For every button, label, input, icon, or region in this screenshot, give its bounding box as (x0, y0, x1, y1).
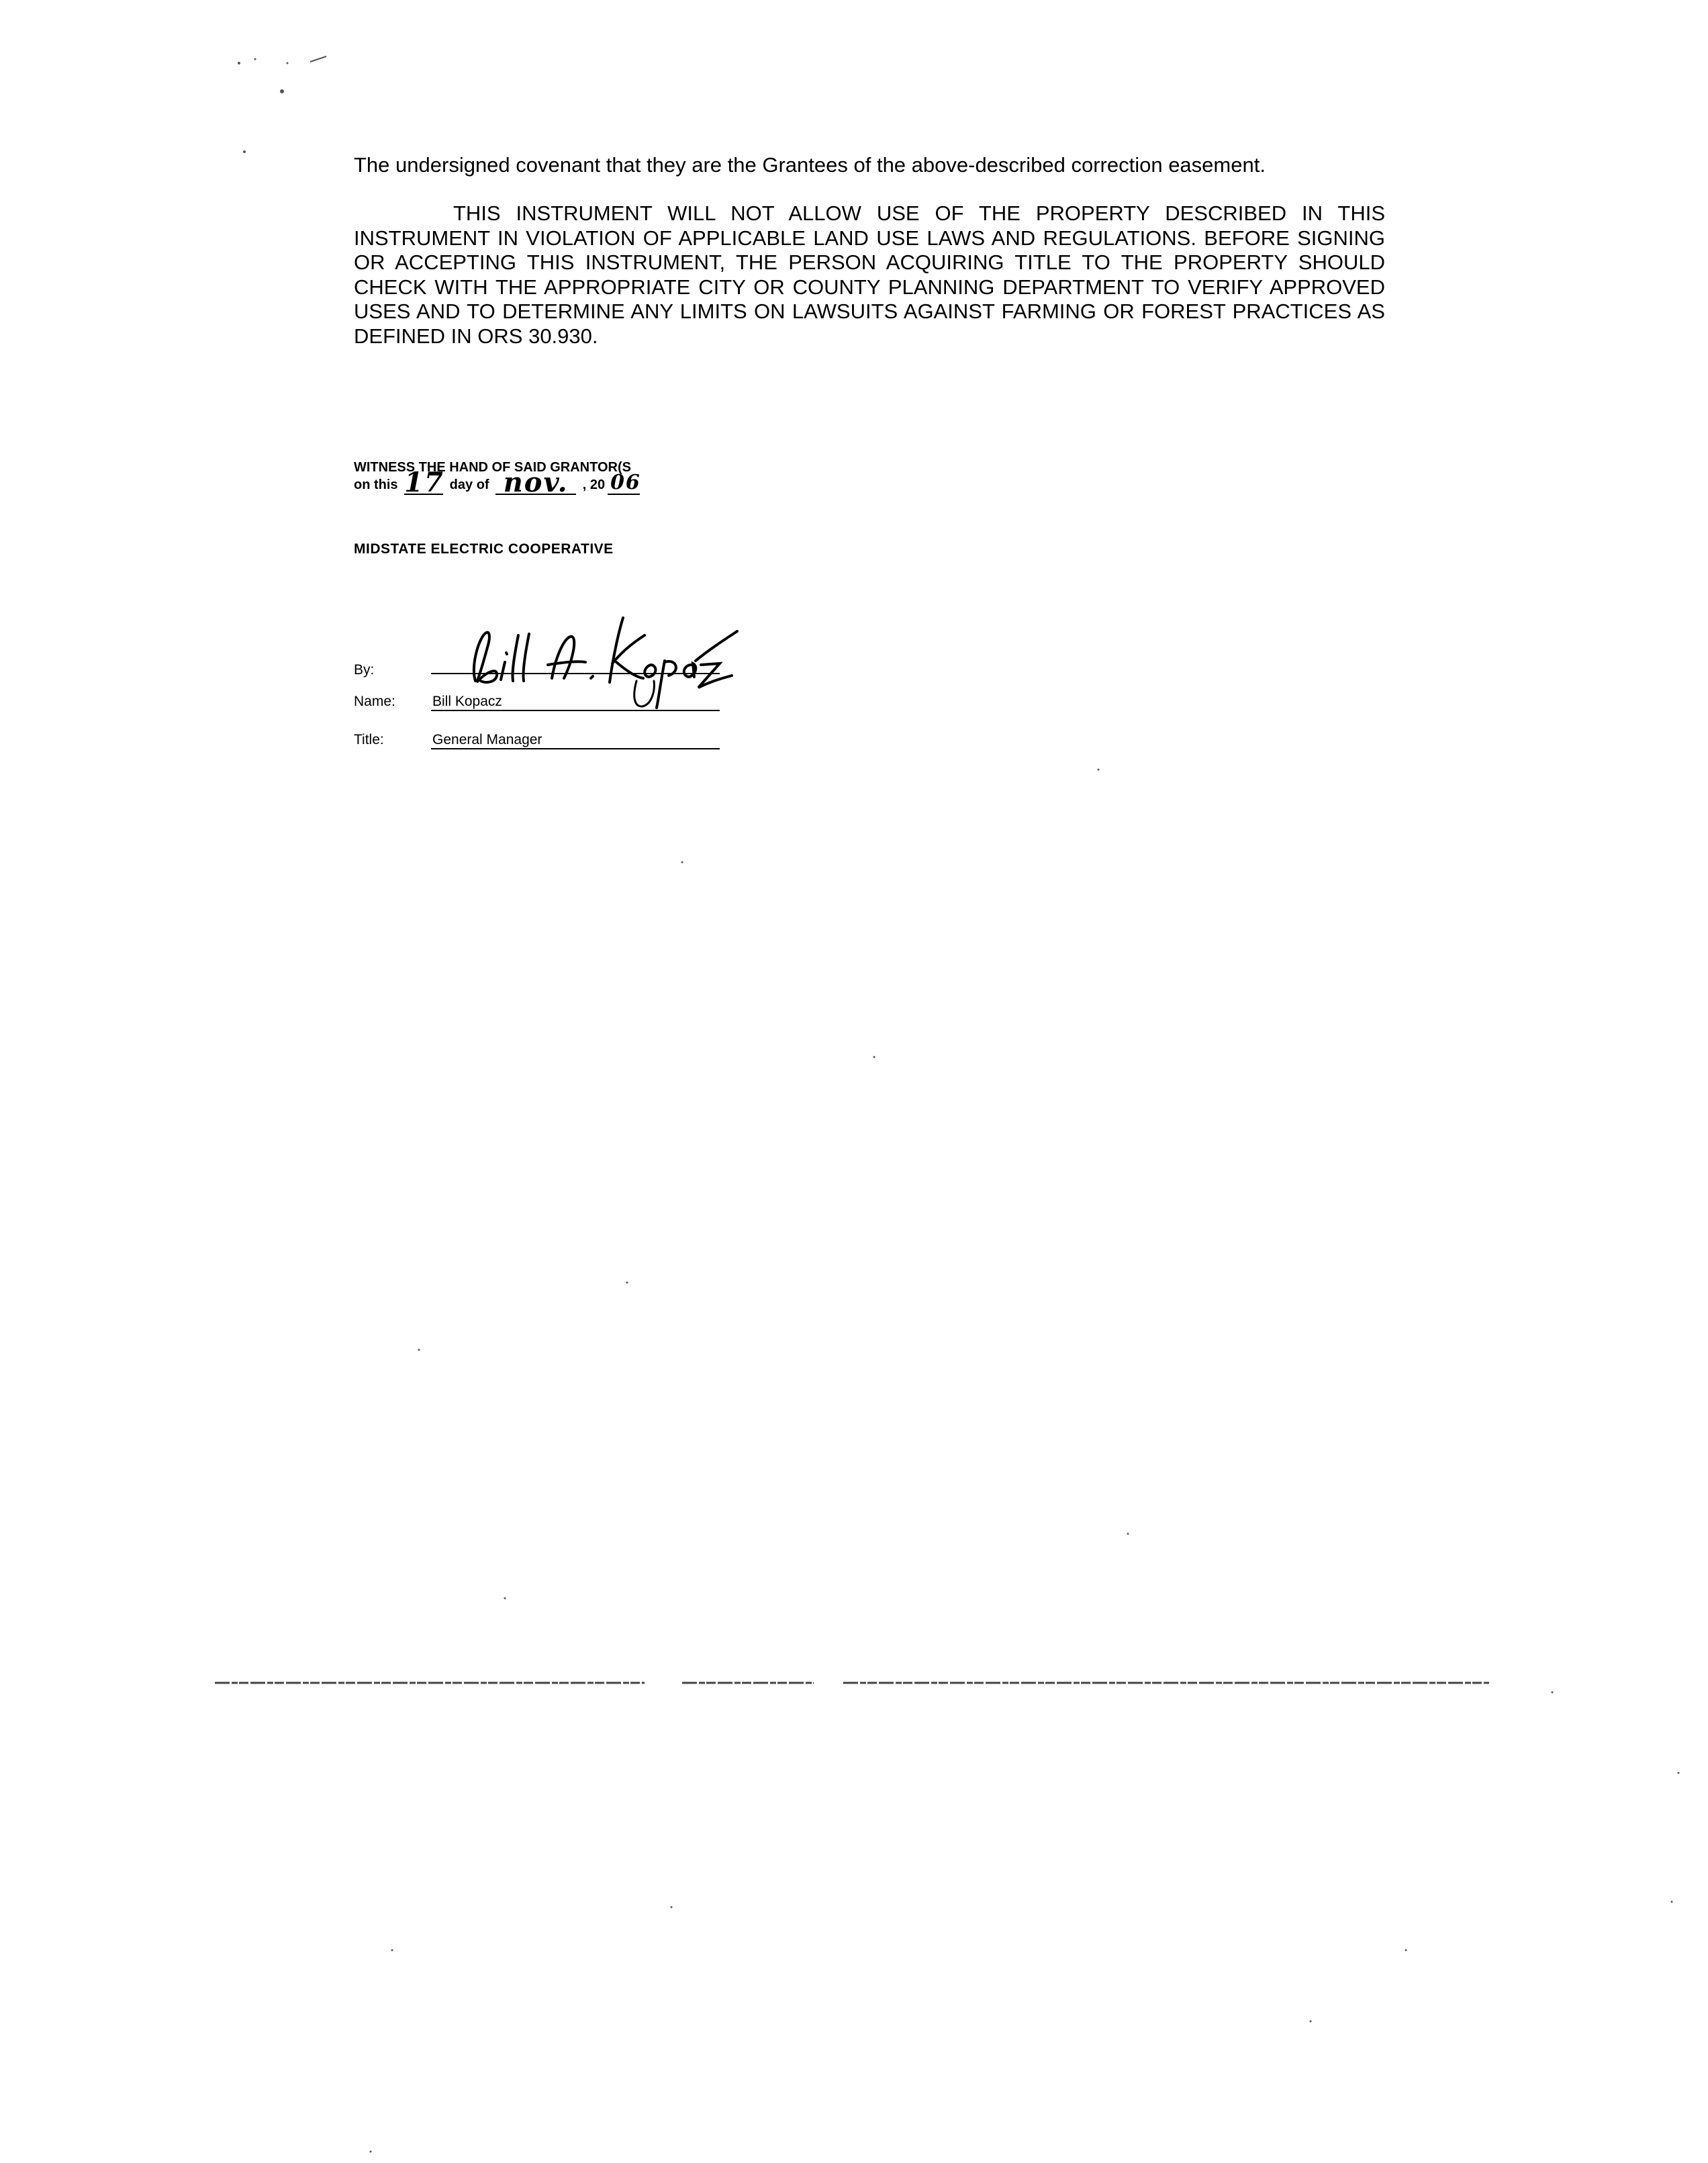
day-of-label: day of (449, 477, 489, 492)
title-label: Title: (354, 732, 384, 747)
day-handwritten: 17 (404, 467, 444, 498)
witness-heading: WITNESS THE HAND OF SAID GRANTOR(S (354, 460, 631, 475)
month-handwritten: nov. (503, 467, 569, 498)
covenant-statement: The undersigned covenant that they are the Grantees of the above-described correction easement. (354, 153, 1266, 177)
title-row (354, 732, 720, 749)
title-value: General Manager (431, 732, 720, 749)
by-label: By: (354, 662, 375, 678)
year-field (608, 471, 641, 495)
witness-block (354, 459, 643, 498)
year-prefix: , 20 (582, 477, 606, 492)
name-value: Bill Kopacz (431, 694, 720, 711)
handwritten-signature (457, 608, 739, 709)
month-field (495, 467, 576, 498)
organization-name: MIDSTATE ELECTRIC COOPERATIVE (354, 541, 614, 557)
land-use-warning: THIS INSTRUMENT WILL NOT ALLOW USE OF THE PROPERTY DESCRIBED IN THIS INSTRUMENT IN VIOLATION OF APPLICABLE LAND USE LAWS AND REGULATIONS. BEFORE SIGNING OR ACCEPTING THIS INSTRUMENT, THE PERSON ACQUIRING TITLE TO THE PROPERTY SHOULD CHECK WITH THE APPROPRIATE CITY OR COUNTY PLANNING DEPARTMENT TO VERIFY APPROVED USES AND TO DETERMINE ANY LIMITS ON LAWSUITS AGAINST FARMING OR FOREST PRACTICES AS DEFINED IN ORS 30.930. (354, 201, 1385, 348)
year-handwritten: 06 (610, 471, 641, 494)
day-field (404, 467, 444, 498)
name-label: Name: (354, 694, 395, 709)
on-this-label: on this (354, 477, 398, 492)
